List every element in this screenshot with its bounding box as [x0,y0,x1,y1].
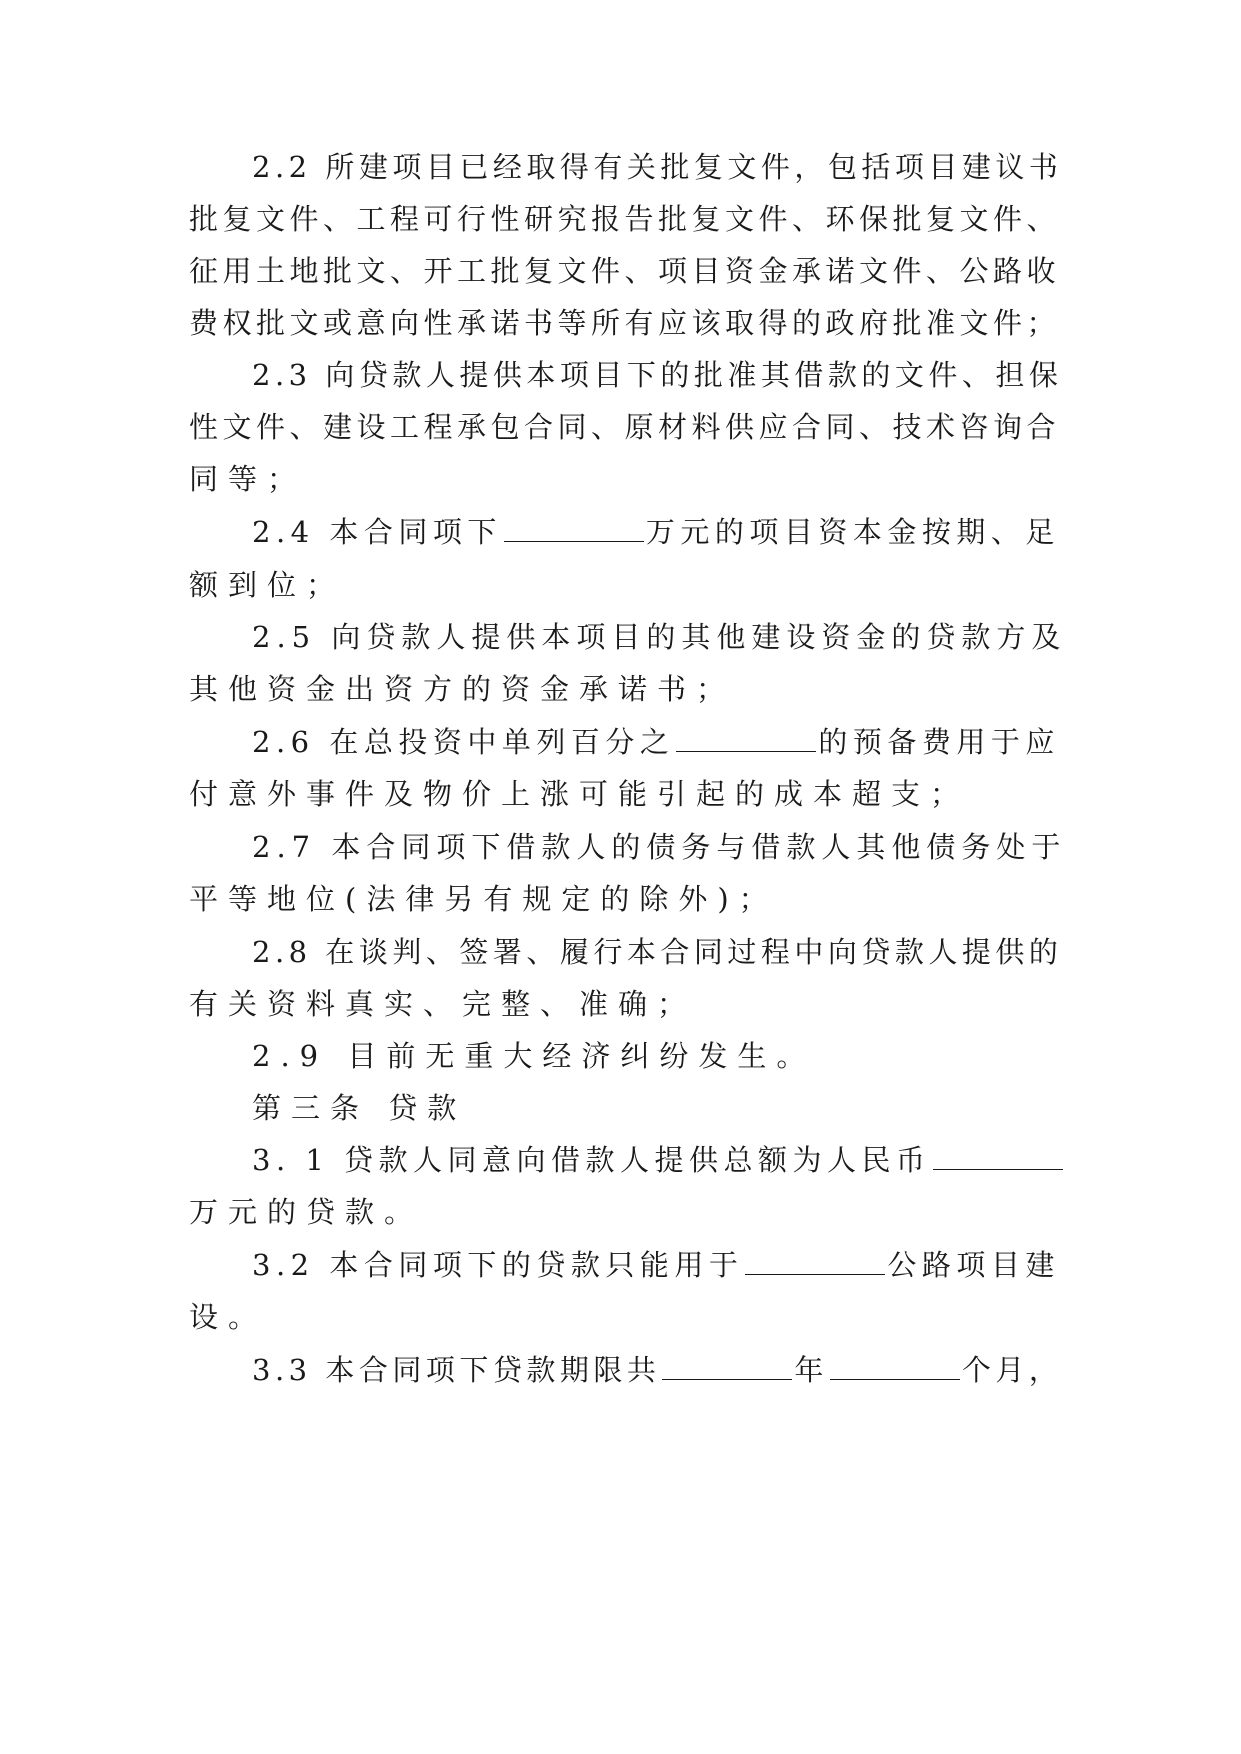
line-text: 其他资金出资方的资金承诺书； [189,672,736,706]
line-text-after: 万元的项目资本金按期、足 [645,515,1060,549]
paragraph-line [189,398,1069,456]
line-text: 2.3 向贷款人提供本项目下的批准其借款的文件、担保 [252,358,1063,392]
paragraph-line [189,975,1069,1033]
section-heading [252,1079,1069,1137]
fill-blank [662,1349,792,1380]
paragraph-line [252,713,1069,771]
fill-blank [745,1244,885,1275]
paragraph-line [189,765,1069,823]
paragraph-line [189,294,1069,352]
paragraph-line [252,1341,1069,1399]
line-text: 万元的贷款。 [189,1195,424,1229]
paragraph-line [252,346,1069,404]
line-text: 2.5 向贷款人提供本项目的其他建设资金的贷款方及 [252,620,1067,654]
line-text-after: 的预备费用于应 [818,725,1060,759]
paragraph-line [189,1288,1069,1346]
paragraph-line [252,818,1069,876]
line-text: 额到位； [189,568,346,602]
paragraph-line [252,608,1069,666]
paragraph-line [189,450,1069,508]
line-text: 付意外事件及物价上涨可能引起的成本超支； [189,777,970,811]
line-text: 2.7 本合同项下借款人的债务与借款人其他债务处于 [252,830,1067,864]
paragraph-line [252,138,1069,196]
line-text-middle: 年 [794,1353,828,1387]
paragraph-line [189,660,1069,718]
fill-blank [933,1139,1063,1170]
line-text: 2.9 目前无重大经济纠纷发生。 [252,1039,816,1073]
line-text-after: 公路项目建 [887,1248,1060,1282]
paragraph-line [189,556,1069,614]
line-text: 费权批文或意向性承诺书等所有应该取得的政府批准文件； [189,306,1061,340]
paragraph-line [189,242,1069,300]
line-text: 同等； [189,462,307,496]
line-text-before: 2.4 本合同项下 [252,515,502,549]
fill-blank [830,1349,960,1380]
line-text: 设。 [189,1300,268,1334]
line-text: 有关资料真实、完整、准确； [189,987,697,1021]
line-text: 平等地位(法律另有规定的除外)； [189,882,778,916]
line-text-after: 个月， [961,1353,1063,1387]
line-text: 2.8 在谈判、签署、履行本合同过程中向贷款人提供的 [252,935,1063,969]
line-text-before: 3. 1 贷款人同意向借款人提供总额为人民币 [252,1143,931,1177]
line-text-before: 3.2 本合同项下的贷款只能用于 [252,1248,744,1282]
line-text: 性文件、建设工程承包合同、原材料供应合同、技术咨询合 [189,410,1061,444]
line-text-before: 3.3 本合同项下贷款期限共 [252,1353,661,1387]
fill-blank [504,511,644,542]
line-text: 批复文件、工程可行性研究报告批复文件、环保批复文件、 [189,202,1061,236]
line-text: 征用土地批文、开工批复文件、项目资金承诺文件、公路收 [189,254,1061,288]
line-text: 2.2 所建项目已经取得有关批复文件，包括项目建议书 [252,150,1063,184]
paragraph-line [189,190,1069,248]
paragraph-line [189,870,1069,928]
paragraph-line [189,1183,1069,1241]
paragraph-line [252,1027,1069,1085]
line-text-before: 2.6 在总投资中单列百分之 [252,725,675,759]
paragraph-line [252,923,1069,981]
paragraph-line [252,503,1069,561]
heading-text: 第三条 贷款 [252,1091,467,1125]
paragraph-line [252,1131,1069,1189]
paragraph-line [252,1236,1069,1294]
fill-blank [676,721,816,752]
